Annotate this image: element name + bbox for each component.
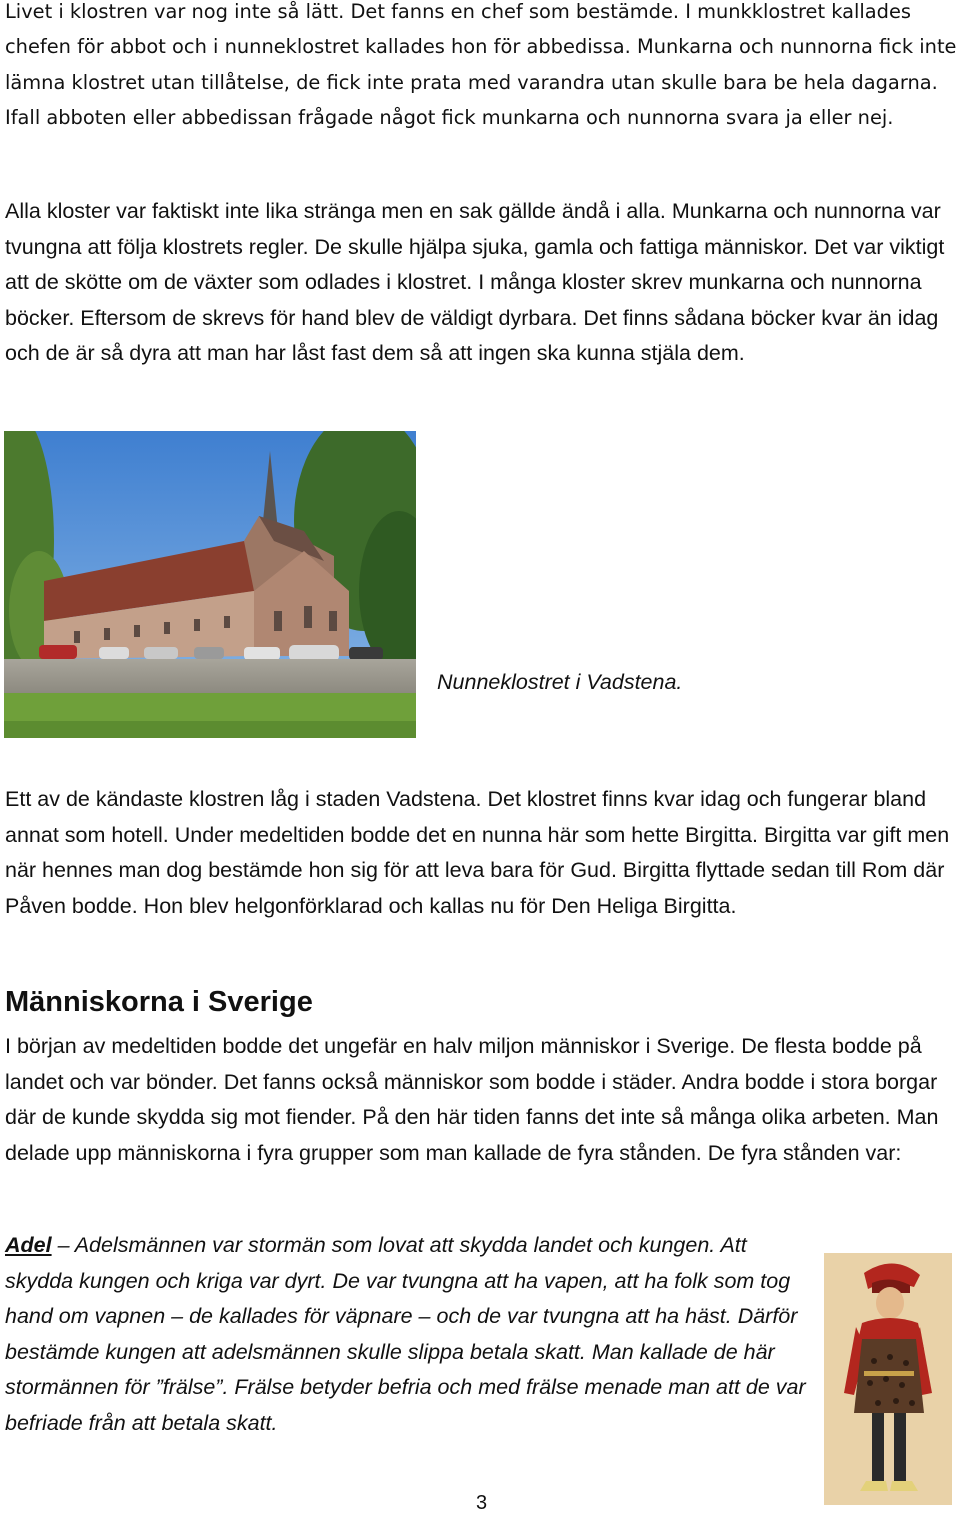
paragraph-people-sweden: I början av medeltiden bodde det ungefär en halv miljon människor i Sverige. De flesta bodde på landet och var bönder. Det fanns också människor som bodde i städer. Andra bodde i stora borgar där de kunde skydda sig mot fiender. På den här tiden fanns det inte så många olika arbeten. Man delade upp människorna i fyra grupper som man kallade de fyra stånden. De fyra stånden var: [5, 1034, 939, 1165]
page-number: 3 [476, 1492, 488, 1514]
nobleman-illustration [824, 1253, 952, 1505]
paragraph-adel [5, 1228, 815, 1441]
image-caption: Nunneklostret i Vadstena. [437, 670, 683, 694]
adel-term: Adel [5, 1233, 52, 1257]
paragraph-monastery-rules: Alla kloster var faktiskt inte lika stränga men en sak gällde ändå i alla. Munkarna och nunnorna var tvungna att följa klostrets regler. De skulle hjälpa sjuka, gamla och fattiga människor. Det var viktigt att de skötte om de växter som odlades i klostret. I många kloster skrev munkarna och nunnorna böcker. Eftersom de skrevs för hand blev de väldigt dyrbara. Det finns sådana böcker kvar än idag och de är så dyra att man har låst fast dem så att ingen ska kunna stjäla dem. [5, 199, 945, 365]
section-heading: Människorna i Sverige [5, 986, 313, 1018]
adel-description: – Adelsmännen var stormän som lovat att skydda landet och kungen. Att skydda kungen och kriga var dyrt. De var tvungna att ha vapen, att ha folk som tog hand om vapnen – de kallades för väpnare – och de var tvungna att ha häst. Därför bestämde kungen att adelsmännen skulle slippa betala skatt. Man kallade de här stormännen för ”frälse”. Frälse betyder befria och med frälse menade man att de var befriade från att betala skatt. [5, 1233, 806, 1435]
paragraph-monastery-life: Livet i klostren var nog inte så lätt. Det fanns en chef som bestämde. I munkklostret kallades chefen för abbot och i nunneklostret kallades hon för abbedissa. Munkarna och nunnorna fick inte lämna klostret utan tillåtelse, de fick inte prata med varandra utan skulle bara be hela dagarna. Ifall abboten eller abbedissan frågade något fick munkarna och nunnorna svara ja eller nej. [5, 0, 957, 129]
paragraph-vadstena: Ett av de kändaste klostren låg i staden Vadstena. Det klostret finns kvar idag och fungerar bland annat som hotell. Under medeltiden bodde det en nunna här som hette Birgitta. Birgitta var gift men när hennes man dog bestämde hon sig för att leva bara för Gud. Birgitta flyttade sedan till Rom där Påven bodde. Hon blev helgonförklarad och kallas nu för Den Heliga Birgitta. [5, 787, 950, 918]
vadstena-monastery-photo [4, 431, 416, 738]
